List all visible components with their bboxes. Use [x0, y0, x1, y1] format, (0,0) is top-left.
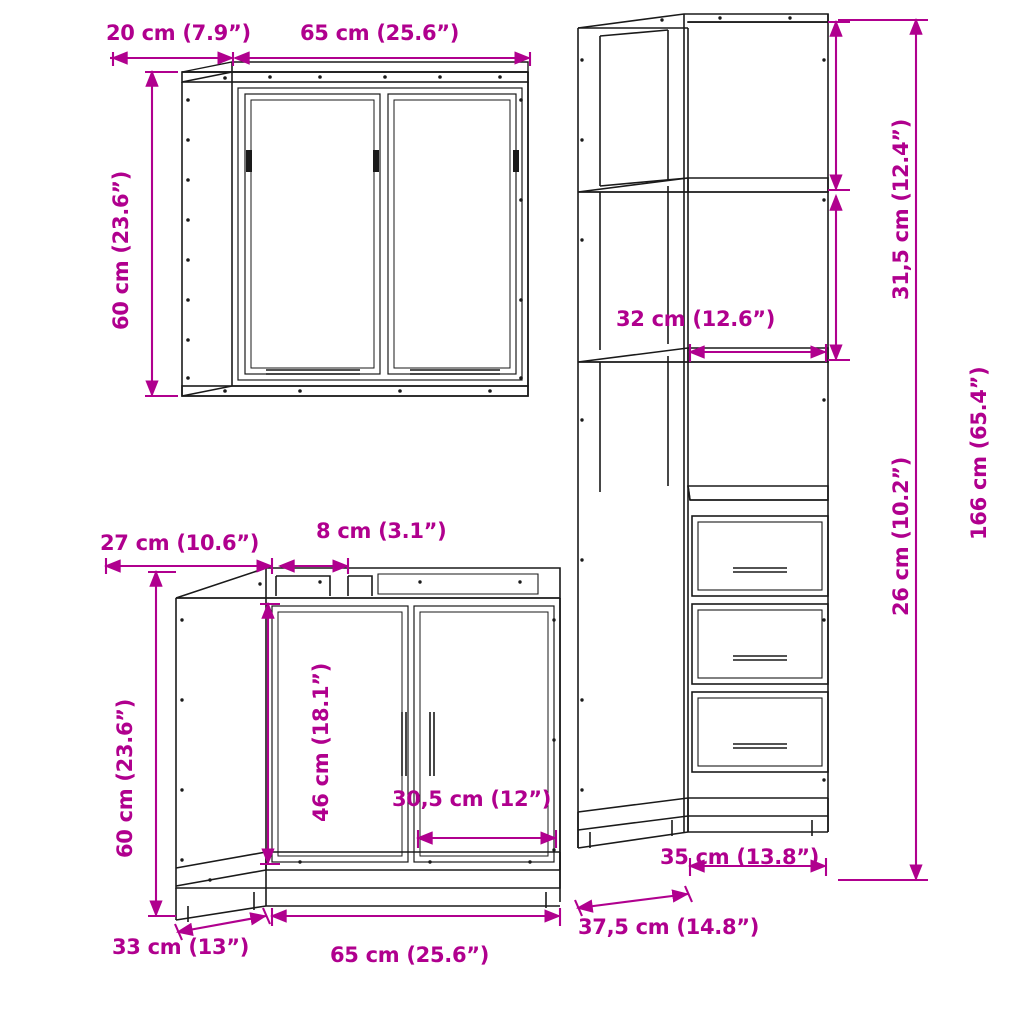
- dim-base-top-depth: 27 cm (10.6”): [100, 531, 260, 555]
- dim-base-door-height: 46 cm (18.1”): [309, 662, 333, 822]
- dim-wall-height: 60 cm (23.6”): [109, 170, 133, 330]
- dim-wall-width: 65 cm (25.6”): [300, 21, 460, 45]
- dim-wall-depth: 20 cm (7.9”): [106, 21, 251, 45]
- dim-base-height: 60 cm (23.6”): [113, 698, 137, 858]
- dim-tall-shelf-width: 32 cm (12.6”): [616, 307, 776, 331]
- dim-base-width: 65 cm (25.6”): [330, 943, 490, 967]
- dim-tall-depth: 37,5 cm (14.8”): [578, 915, 760, 939]
- dim-tall-total-height: 166 cm (65.4”): [967, 366, 991, 540]
- dim-tall-lower: 26 cm (10.2”): [889, 456, 913, 616]
- dim-base-door-width: 30,5 cm (12”): [392, 787, 552, 811]
- dim-base-depth: 33 cm (13”): [112, 935, 250, 959]
- dim-tall-width: 35 cm (13.8”): [660, 845, 820, 869]
- dim-tall-upper: 31,5 cm (12.4”): [889, 118, 913, 300]
- dim-base-top-gap: 8 cm (3.1”): [316, 519, 447, 543]
